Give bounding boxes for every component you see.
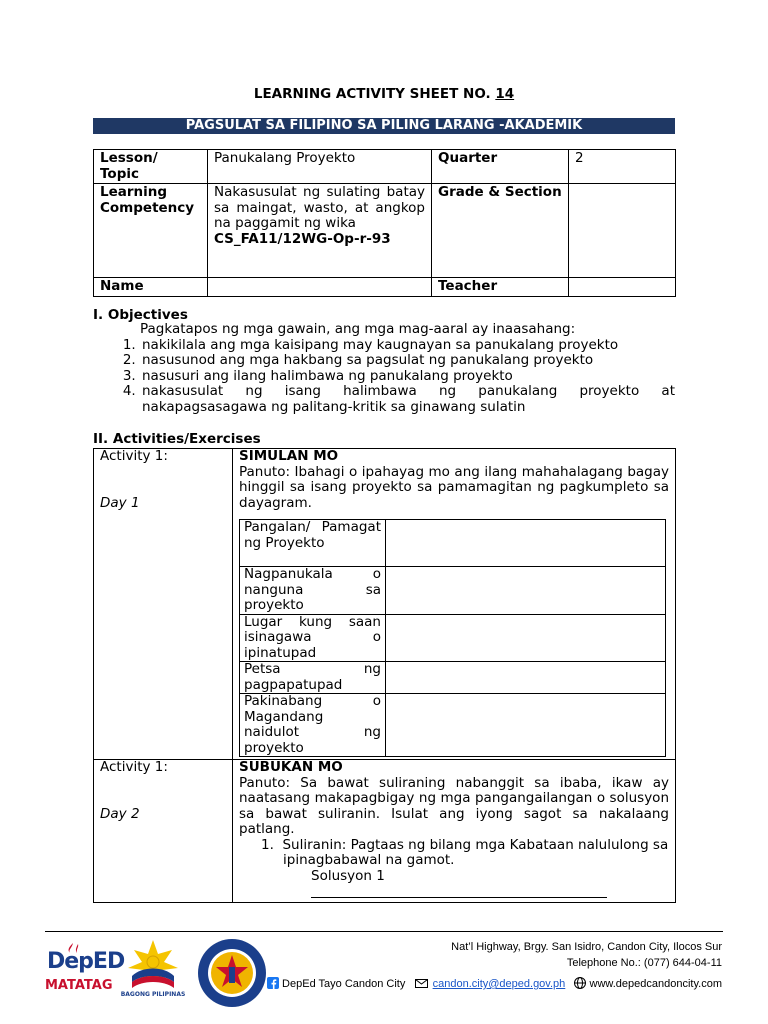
activity-1-label-cell	[94, 449, 233, 760]
sheet-title-prefix: LEARNING ACTIVITY SHEET NO.	[253, 86, 491, 102]
quarter-value: 2	[569, 150, 676, 184]
sheet-title	[0, 86, 768, 102]
diagram-answer-field[interactable]	[386, 520, 666, 567]
email-icon	[415, 978, 430, 990]
competency-value: Nakasusulat ng sulating batay sa maingat, wasto, at angkop na paggamit ng wika	[214, 184, 425, 231]
problem-text: Suliranin: Pagtaas ng bilang mga Kabataan nalululong sa ipinagbabawal na gamot.	[282, 836, 669, 868]
objectives-list	[93, 338, 675, 416]
teacher-label: Teacher	[432, 278, 569, 297]
footer-contact	[267, 939, 722, 992]
activities-table	[93, 448, 676, 903]
info-table	[93, 149, 676, 297]
objective-item: 3. nasusuri ang ilang halimbawa ng panukalang proyekto	[140, 369, 675, 385]
email-link[interactable]: candon.city@deped.gov.ph	[432, 978, 566, 990]
activity-label: Activity 1:	[100, 448, 168, 464]
activity-day: Day 2	[100, 805, 140, 822]
activity-instructions: Panuto: Ibahagi o ipahayag mo ang ilang mahahalagang bagay hinggil sa isang proyekto sa pamamagitan ng pagkumpleto sa dayagram.	[239, 463, 669, 511]
footer-address: Nat’l Highway, Brgy. San Isidro, Candon City, Ilocos Sur	[451, 941, 722, 953]
diagram-answer-field[interactable]	[386, 694, 666, 757]
problem-number: 1.	[261, 836, 274, 853]
diagram-table	[239, 519, 666, 757]
diagram-row-label: Nagpanukala o nanguna sa proyekto	[240, 567, 386, 615]
globe-icon	[574, 978, 586, 990]
competency-code: CS_FA11/12WG-Op-r-93	[214, 230, 391, 247]
lesson-value: Panukalang Proyekto	[208, 150, 432, 184]
activities-heading: II. Activities/Exercises	[93, 431, 261, 447]
diagram-answer-field[interactable]	[386, 567, 666, 615]
objective-item: 2. nasusunod ang mga hakbang sa pagsulat ng panukalang proyekto	[140, 353, 675, 369]
facebook-page[interactable]: DepEd Tayo Candon City	[282, 978, 406, 990]
diagram-row-label: Petsa ng pagpapatupad	[240, 662, 386, 694]
activity-2-label-cell	[94, 760, 233, 903]
quarter-label: Quarter	[432, 150, 569, 184]
matatag-logo-text: MATATAG	[45, 978, 113, 993]
teacher-field[interactable]	[569, 278, 676, 297]
department-seal	[196, 937, 268, 1009]
competency-cell	[208, 184, 432, 278]
diagram-row-label: Pangalan/ Pamagat ng Proyekto	[240, 520, 386, 567]
diagram-answer-field[interactable]	[386, 614, 666, 662]
footer-links	[267, 976, 722, 992]
telephone-label: Telephone No.:	[566, 957, 641, 969]
name-field[interactable]	[208, 278, 432, 297]
telephone-number: (077) 644-04-11	[643, 957, 722, 969]
deped-seal-icon	[196, 937, 268, 1009]
objectives-intro: Pagkatapos ng mga gawain, ang mga mag-aaral ay inaasahang:	[140, 321, 576, 337]
footer-telephone	[267, 955, 722, 971]
activity-2-content	[233, 760, 676, 903]
objectives-heading: I. Objectives	[93, 307, 188, 323]
bagong-pilipinas-text: BAGONG PILIPINAS	[120, 991, 186, 998]
activity-1-content	[233, 449, 676, 760]
website-link[interactable]: www.depedcandoncity.com	[589, 978, 722, 990]
activity-title: SIMULAN MO	[239, 448, 339, 464]
facebook-icon	[267, 978, 279, 990]
bagong-pilipinas-emblem-icon	[120, 936, 186, 992]
activity-instructions: Panuto: Sa bawat suliraning nabanggit sa ibaba, ikaw ay naatasang makapagbigay ng mga pangangailangan o solusyon sa bawat suliranin. Isulat ang iyong sagot sa nakalaang patlang.	[239, 774, 669, 837]
footer-divider	[45, 931, 723, 932]
lesson-label: Lesson/ Topic	[94, 150, 208, 184]
activity-row	[94, 449, 676, 760]
diagram-row-label: Pakinabang o Magandang naidulot ng proyekto	[240, 694, 386, 757]
deped-logo	[45, 941, 125, 1001]
grade-field[interactable]	[569, 184, 676, 278]
competency-label: Learning Competency	[94, 184, 208, 278]
objective-item: 1. nakikilala ang mga kaisipang may kaugnayan sa panukalang proyekto	[140, 338, 675, 354]
activity-label: Activity 1:	[100, 759, 168, 775]
objective-item: 4. nakasusulat ng isang halimbawa ng panukalang proyekto at nakapagsasagawa ng palitang-kritik sa ginawang sulatin	[140, 384, 675, 415]
solution-label: Solusyon 1	[311, 867, 385, 884]
bagong-pilipinas-logo	[120, 936, 186, 1002]
grade-label: Grade & Section	[432, 184, 569, 278]
activity-row	[94, 760, 676, 903]
problem-item	[261, 838, 669, 869]
objectives-body	[93, 322, 675, 416]
activity-title: SUBUKAN MO	[239, 759, 343, 775]
activity-day: Day 1	[100, 494, 140, 511]
sheet-number: 14	[495, 86, 515, 102]
deped-logo-text: DepED	[47, 949, 125, 974]
diagram-row-label: Lugar kung saan isinagawa o ipinatupad	[240, 614, 386, 662]
name-label: Name	[94, 278, 208, 297]
solution-answer-line[interactable]	[311, 884, 607, 898]
diagram-answer-field[interactable]	[386, 662, 666, 694]
subject-bar: PAGSULAT SA FILIPINO SA PILING LARANG -AKADEMIK	[93, 118, 675, 134]
